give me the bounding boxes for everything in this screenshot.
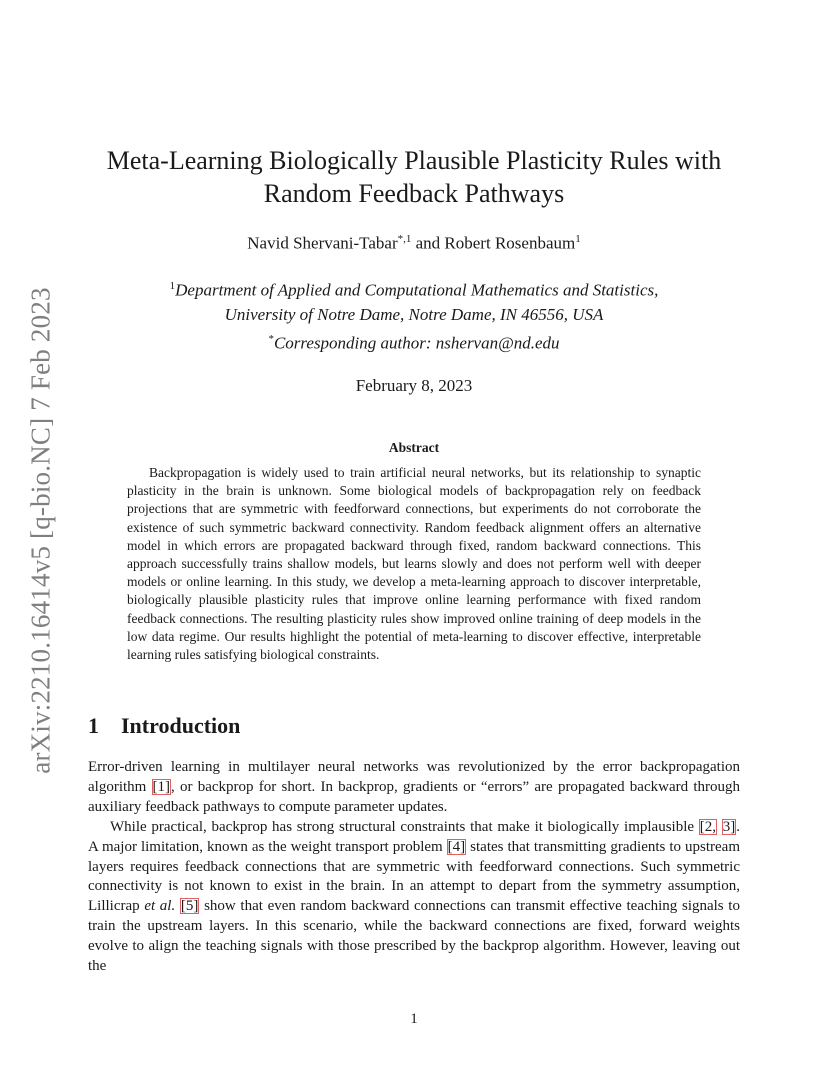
citation-link[interactable]: [2, xyxy=(699,819,717,835)
corresponding-mark: * xyxy=(268,332,274,345)
affiliation-line: $^1$Department of Applied and Computational Mathematics and Statistics, xyxy=(169,280,659,300)
citation-link[interactable]: [4] xyxy=(447,838,466,855)
paper-title xyxy=(60,144,768,210)
section-number: 1 xyxy=(88,713,99,738)
page-number: 1 xyxy=(410,1011,418,1027)
author-name: Robert Rosenbaum xyxy=(444,233,576,253)
body-paragraph: Error-driven learning in multilayer neural networks was revolutionized by the error backpropagation algorithm [1], or backprop for short. In backprop, gradients or “errors” are propagated backward through auxiliary feedback pathways to compute parameter updates. xyxy=(88,759,740,815)
title-line-1: Meta-Learning Biologically Plausible Plasticity Rules with xyxy=(106,146,722,175)
author-conjunction: and xyxy=(411,233,445,253)
citation-link[interactable]: [1] xyxy=(152,778,171,795)
affiliation-block xyxy=(60,274,768,355)
abstract-heading: Abstract xyxy=(388,440,440,455)
corresponding-author: *Corresponding author: nshervan@nd.edu xyxy=(268,332,560,353)
arxiv-stamp xyxy=(16,280,66,780)
abstract-text: Backpropagation is widely used to train artificial neural networks, but its relationship to synaptic plasticity in the brain is unknown. Some biological models of backpropagation rely on feedback projections that are symmetric with feedforward connections, but experiments do not corroborate the existence of such symmetric backward connectivity. Random feedback alignment offers an alternative model in which errors are propagated backward through fixed, random backward connections. This approach successfully trains shallow models, but learns slowly and does not perform well with deeper models or online learning. In this study, we develop a meta-learning approach to discover interpretable, biologically plausible plasticity rules that improve online learning performance with fixed random feedback connections. The resulting plasticity rules show improved online training of deep models in the low data regime. Our results highlight the potential of meta-learning to discover effective, interpretable learning rules satisfying biological constraints. xyxy=(127,465,701,663)
arxiv-id: arXiv:2210.16414v5 [q-bio.NC] 7 Feb 2023 xyxy=(25,286,56,774)
author-list xyxy=(60,233,768,254)
author-mark: *,1 xyxy=(397,233,412,245)
section-title: Introduction xyxy=(121,713,241,738)
publication-date: February 8, 2023 xyxy=(355,376,473,395)
section-heading xyxy=(88,713,240,739)
body-paragraph: While practical, backprop has strong structural constraints that make it biologically implausible [2, 3]. A major limitation, known as the weight transport problem [4] states that transmitting gradients to upstream layers requires feedback connections that are symmetric with feedforward connections. Such symmetric connectivity is not known to exist in the brain. In an attempt to depart from the symmetry assumption, Lillicrap et al. [5] show that even random backward connections can transmit effective teaching signals to train the upstream layers. In this scenario, while the backward connections are fixed, forward weights evolve to align the teaching signals with those prescribed by the backprop algorithm. However, leaving out the xyxy=(88,819,741,974)
title-line-2: Random Feedback Pathways xyxy=(263,179,565,208)
affiliation-mark: 1 xyxy=(169,280,176,292)
citation-link[interactable]: 3] xyxy=(722,819,736,835)
et-al: et al. xyxy=(144,898,176,915)
author-name: Navid Shervani-Tabar xyxy=(247,233,398,253)
author-mark: 1 xyxy=(575,233,581,245)
affiliation-line: University of Notre Dame, Notre Dame, IN 46556, USA xyxy=(224,304,604,324)
citation-link[interactable]: [5] xyxy=(180,898,199,915)
